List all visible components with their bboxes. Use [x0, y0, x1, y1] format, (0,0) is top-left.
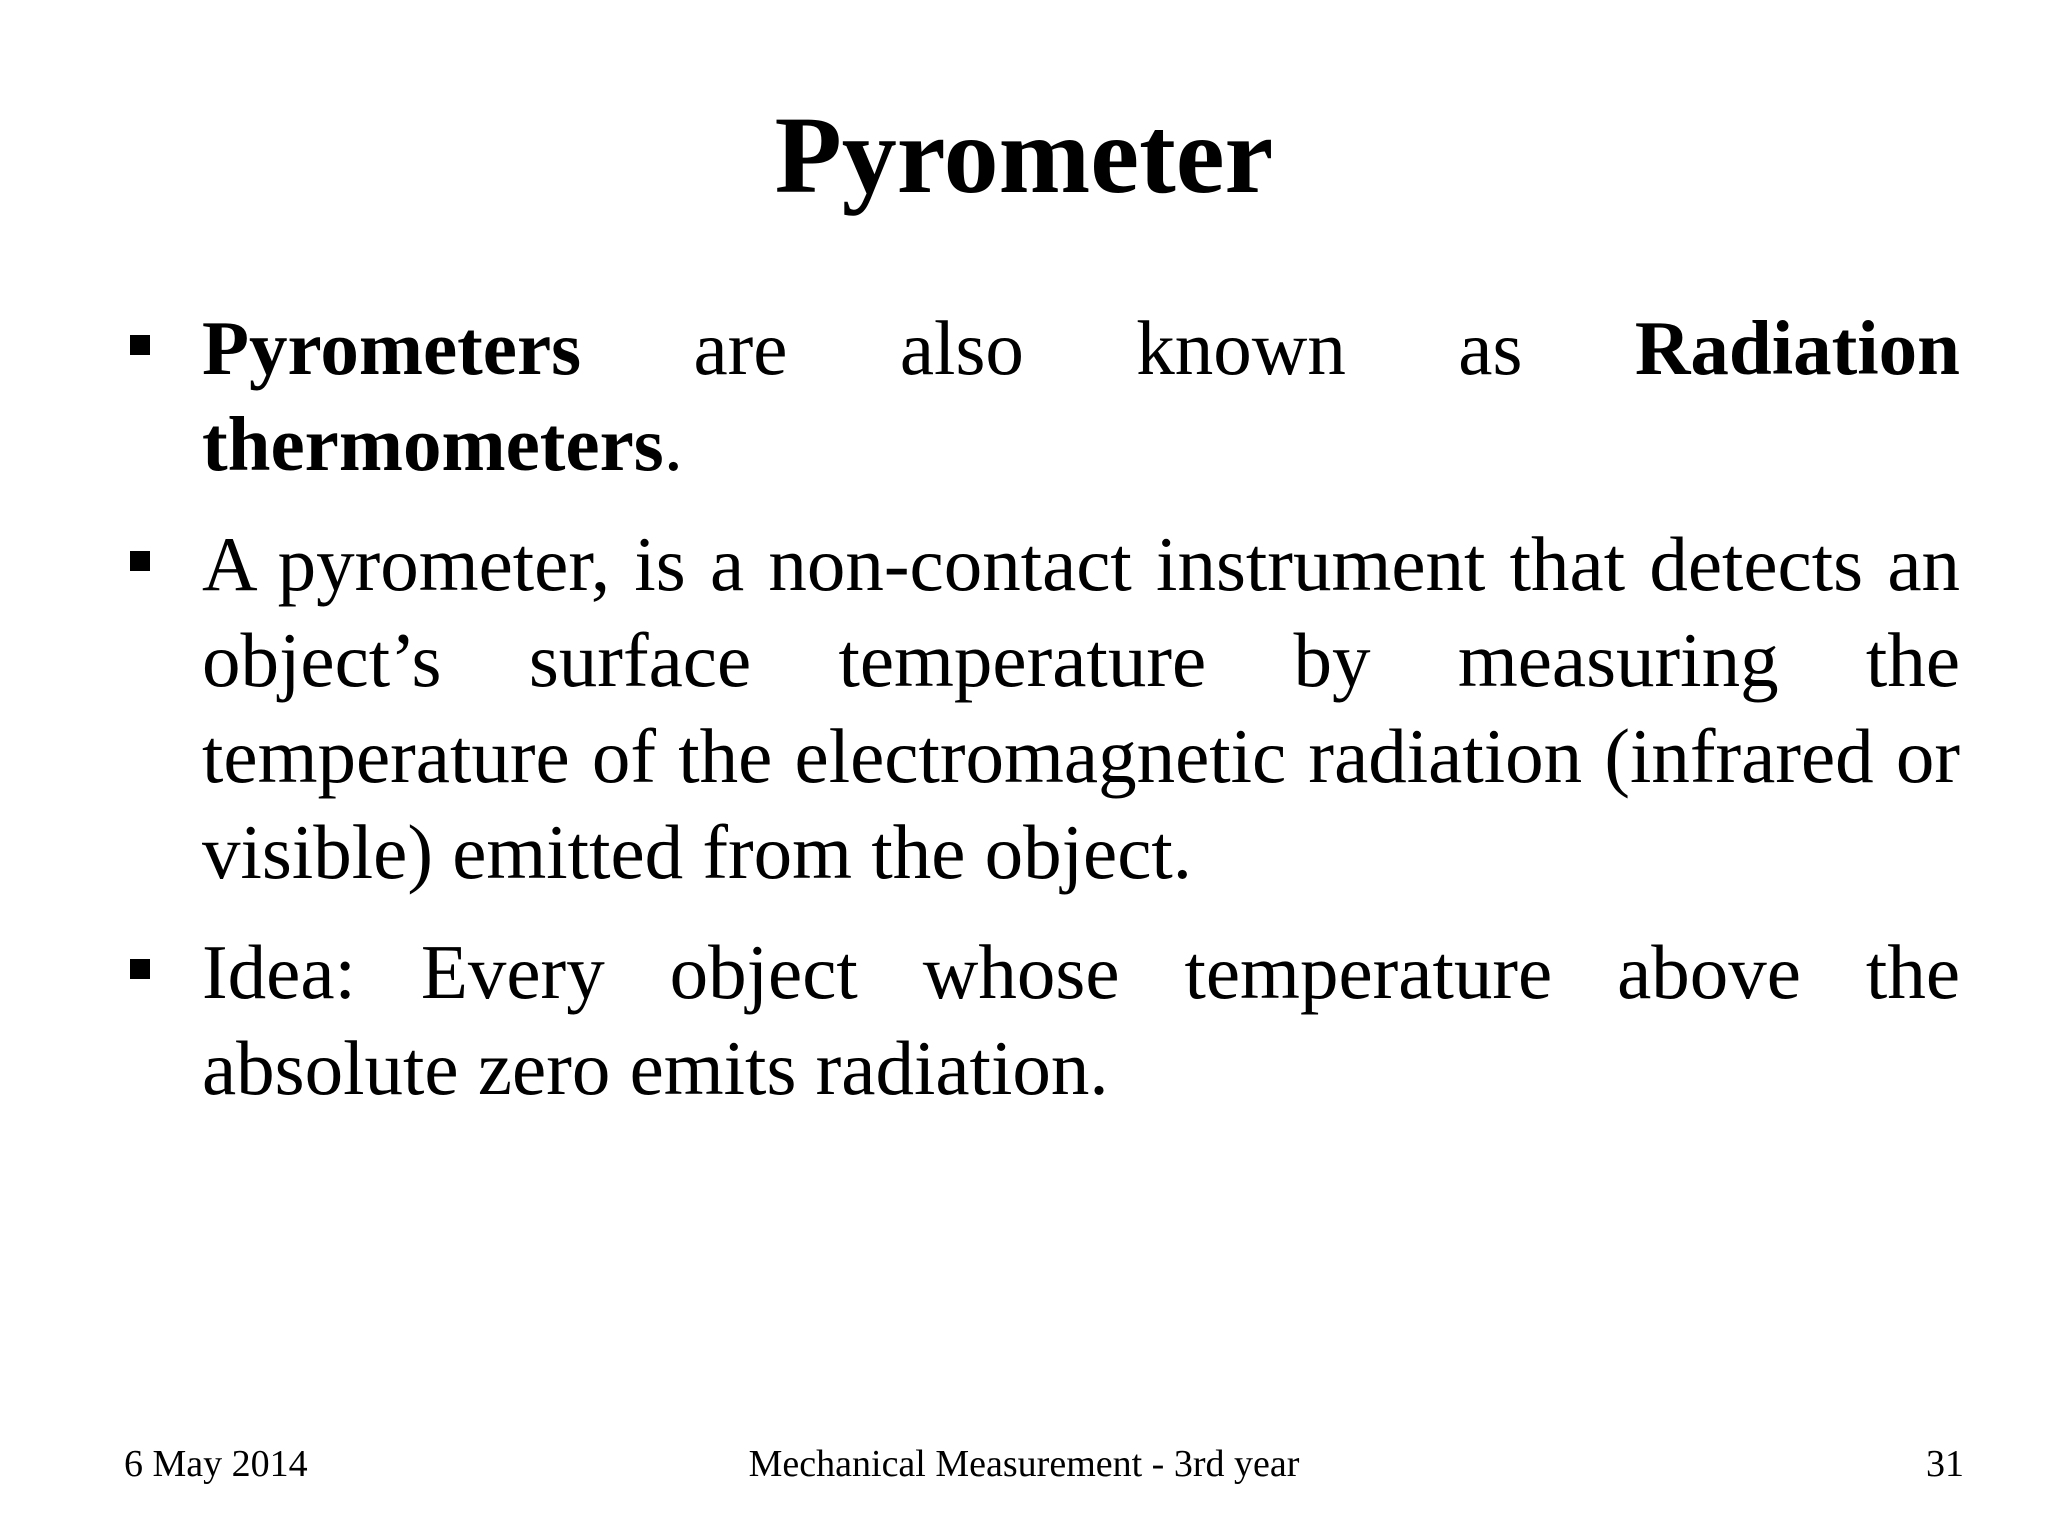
- square-bullet-icon: [130, 551, 150, 571]
- bullet-text: [202, 305, 1960, 487]
- bullet-item-2: [130, 516, 1960, 900]
- bullet-item-1: [130, 300, 1960, 492]
- footer-date: 6 May 2014: [124, 1443, 308, 1485]
- bullet-list: [130, 300, 1960, 1140]
- plain-text: are also known as: [581, 305, 1635, 391]
- square-bullet-icon: [130, 335, 150, 355]
- bullet-text: Idea: Every object whose temperature above the absolute zero emits radiation.: [202, 929, 1960, 1111]
- bullet-item-3: [130, 924, 1960, 1116]
- bold-term: Pyrometers: [202, 305, 582, 391]
- plain-text: .: [663, 401, 683, 487]
- bullet-text: A pyrometer, is a non-contact instrument that detects an object’s surface temperature by measuring the temperature of the electromagnetic radiation (infrared or visible) emitted from the object.: [202, 521, 1960, 895]
- bold-term: Radiation thermometers: [202, 305, 1960, 487]
- footer-course: Mechanical Measurement - 3rd year: [748, 1443, 1300, 1485]
- slide-title: Pyrometer: [774, 94, 1274, 216]
- footer-page-number: 31: [1926, 1443, 1964, 1485]
- square-bullet-icon: [130, 959, 150, 979]
